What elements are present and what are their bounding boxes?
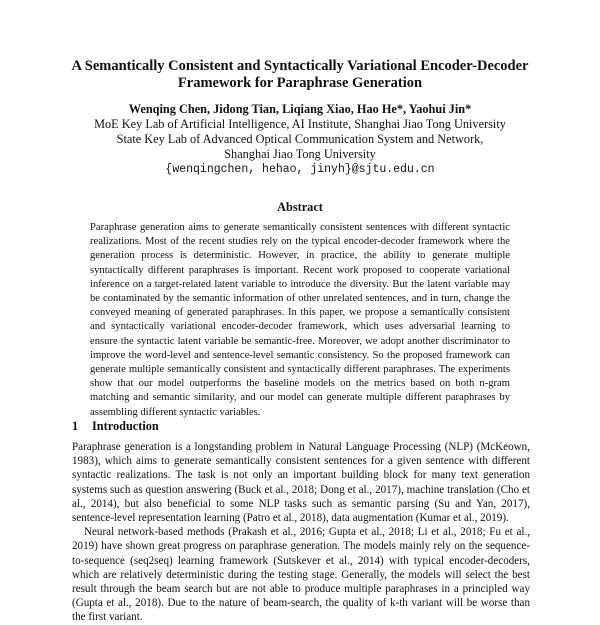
- author-emails: {wenqingchen, hehao, jinyh}@sjtu.edu.cn: [165, 163, 435, 176]
- section-heading: [72, 419, 159, 434]
- abstract-heading: Abstract: [277, 200, 323, 214]
- author-names: Wenqing Chen, Jidong Tian, Liqiang Xiao, Hao He*, Yaohui Jin*: [128, 102, 472, 116]
- affiliation-line: Shanghai Jiao Tong University: [224, 147, 376, 161]
- introduction-body: [72, 440, 530, 625]
- paragraph: Paraphrase generation is a longstanding problem in Natural Language Processing (NLP) (McKeown, 1983), which aims to generate semantically consistent sentences for a given sentence with different syntactic realizations. The task is not only an important building block for many text generation systems such as question answering (Buck et al., 2018; Dong et al., 2017), machine translation (Cho et al., 2014), but also beneficial to some NLP tasks such as semantic parsing (Su and Yan, 2017), sentence-level representation learning (Patro et al., 2018), data augmentation (Kumar et al., 2019).: [72, 441, 530, 525]
- section-title: Introduction: [92, 419, 159, 433]
- author-block: [40, 102, 560, 177]
- affiliation-line: State Key Lab of Advanced Optical Communication System and Network,: [116, 132, 484, 146]
- section-number: 1: [72, 419, 79, 433]
- affiliation-line: MoE Key Lab of Artificial Intelligence, AI Institute, Shanghai Jiao Tong University: [94, 117, 506, 131]
- paragraph: Neural network-based methods (Prakash et al., 2016; Gupta et al., 2018; Li et al., 2018; Fu et al., 2019) have shown great progress on paraphrase generation. The models mainly rely on the sequence-to-sequence (seq2seq) learning framework (Sutskever et al., 2014) with typical encoder-decoders, which are relatively deterministic during the testing stage. Generally, the models will select the best result through the beam search but are not able to produce multiple paraphrases in a principled way (Gupta et al., 2018). Due to the nature of beam-search, the quality of k-th variant will be worse than the first variant.: [72, 526, 530, 624]
- paper-title: A Semantically Consistent and Syntactically Variational Encoder-Decoder Framework for Paraphrase Generation: [71, 58, 529, 91]
- abstract-text: Paraphrase generation aims to generate semantically consistent sentences with different syntactic realizations. Most of the recent studies rely on the typical encoder-decoder framework where the generation process is deterministic. However, in practice, the ability to generate multiple syntactically different paraphrases is important. Recent work proposed to cooperate variational inference on a target-related latent variable to introduce the diversity. But the latent variable may be contaminated by the semantic information of other unrelated sentences, and in turn, change the conveyed meaning of generated paraphrases. In this paper, we propose a semantically consistent and syntactically variational encoder-decoder framework, which uses adversarial learning to ensure the syntactic latent variable be semantic-free. Moreover, we adopt another discriminator to improve the word-level and sentence-level semantic consistency. So the proposed framework can generate multiple semantically consistent and syntactically different paraphrases. The experiments show that our model outperforms the baseline models on the metrics based on both n-gram matching and semantic similarity, and our model can generate multiple different paraphrases by assembling different syntactic variables.: [90, 222, 510, 418]
